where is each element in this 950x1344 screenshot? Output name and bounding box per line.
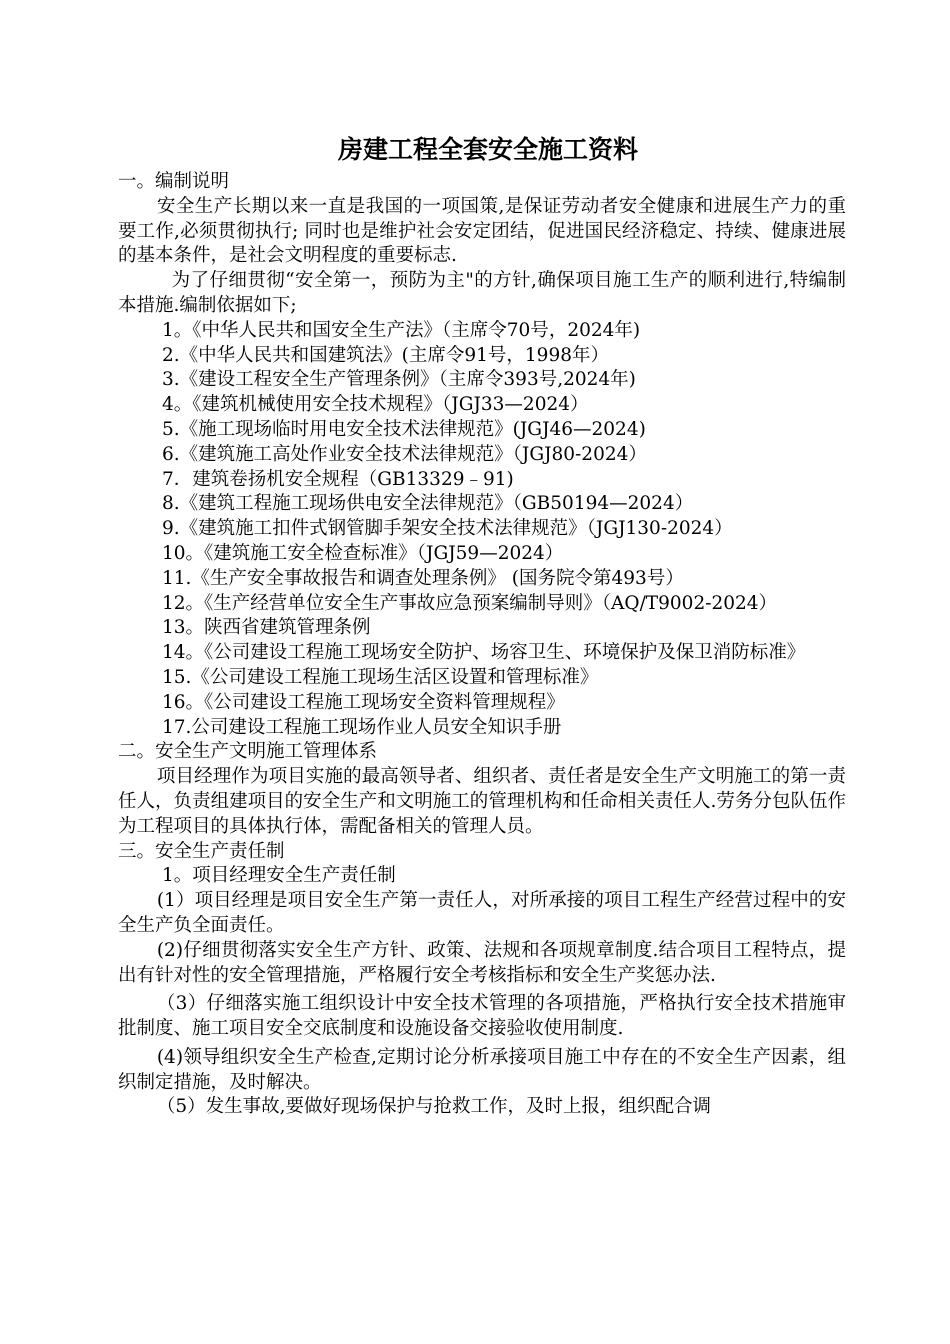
basis-item-14: 14。《公司建设工程施工现场安全防护、场容卫生、环境保护及保卫消防标准》: [162, 642, 806, 664]
basis-item-11: 11.《生产安全事故报告和调查处理条例》 (国务院令第493号）: [162, 567, 684, 589]
paragraph-safety-intro: 安全生产长期以来一直是我国的一项国策,是保证劳动者安全健康和进展生产力的重要工作,必须贯彻执行; 同时也是维护社会安定团结，促进国民经济稳定、持续、健康进展的基本条件，是社会文明程度的重要标志.: [118, 195, 846, 267]
basis-item-9: 9.《建筑施工扣件式钢管脚手架安全技术法律规范》（JGJ130-2024）: [162, 518, 733, 540]
responsibility-item-1: (1）项目经理是项目安全生产第一责任人，对所承接的项目工程生产经营过程中的安全生产负全面责任。: [118, 890, 846, 936]
section-heading-1: 一。编制说明: [118, 171, 230, 192]
basis-item-4: 4。《建筑机械使用安全技术规程》（JGJ33—2024）: [162, 394, 589, 416]
responsibility-item-2: (2)仔细贯彻落实安全生产方针、政策、法规和各项规章制度.结合项目工程特点，提出有针对性的安全管理措施，严格履行安全考核指标和安全生产奖惩办法.: [118, 939, 846, 986]
section-heading-2: 二。安全生产文明施工管理体系: [118, 741, 378, 763]
document-title: 房建工程全套安全施工资料: [337, 135, 638, 164]
basis-item-13: 13。陕西省建筑管理条例: [162, 617, 371, 639]
subsection-heading-pm-responsibility: 1。项目经理安全生产责任制: [162, 865, 396, 887]
section-heading-3: 三。安全生产责任制: [118, 840, 285, 862]
paragraph-basis-intro: 为了仔细贯彻“安全第一，预防为主"的方针,确保项目施工生产的顺利进行,特编制本措施.编制依据如下;: [118, 270, 846, 316]
basis-item-3: 3.《建设工程安全生产管理条例》（主席令393号,2024年): [162, 369, 636, 391]
responsibility-item-3: （3）仔细落实施工组织设计中安全技术管理的各项措施，严格执行安全技术措施审批制度、施工项目安全交底制度和设施设备交接验收使用制度.: [118, 993, 846, 1040]
basis-item-5: 5.《施工现场临时用电安全技术法律规范》(JGJ46—2024): [162, 418, 646, 440]
responsibility-item-5: （5）发生事故,要做好现场保护与抢救工作，及时上报，组织配合调: [156, 1096, 711, 1118]
basis-item-17: 17.公司建设工程施工现场作业人员安全知识手册: [162, 716, 562, 738]
basis-item-10: 10。《建筑施工安全检查标准》（JGJ59—2024）: [162, 542, 564, 564]
basis-item-12: 12。《生产经营单位安全生产事故应急预案编制导则》（AQ/T9002-2024）: [162, 592, 778, 614]
basis-item-6: 6.《建筑施工高处作业安全技术法律规范》（JGJ80-2024）: [162, 443, 647, 465]
document-page: [118, 130, 846, 1120]
basis-item-16: 16。《公司建设工程施工现场安全资料管理规程》: [162, 691, 565, 713]
responsibility-item-4: (4)领导组织安全生产检查,定期讨论分析承接项目施工中存在的不安全生产因素，组织制定措施，及时解决。: [118, 1046, 846, 1093]
basis-item-15: 15.《公司建设工程施工现场生活区设置和管理标准》: [162, 666, 599, 688]
paragraph-management-system: 项目经理作为项目实施的最高领导者、组织者、责任者是安全生产文明施工的第一责任人，负责组建项目的安全生产和文明施工的管理机构和任命相关责任人.劳务分包队伍作为工程项目的具体执行体，需配备相关的管理人员。: [118, 766, 846, 837]
basis-item-1: 1。《中华人民共和国安全生产法》（主席令70号，2024年): [162, 319, 641, 341]
basis-item-2: 2.《中华人民共和国建筑法》(主席令91号，1998年）: [162, 344, 609, 366]
basis-item-7: 7．建筑卷扬机安全规程（GB13329﹣91): [162, 468, 514, 490]
basis-item-8: 8.《建筑工程施工现场供电安全法律规范》（GB50194—2024）: [162, 493, 694, 515]
